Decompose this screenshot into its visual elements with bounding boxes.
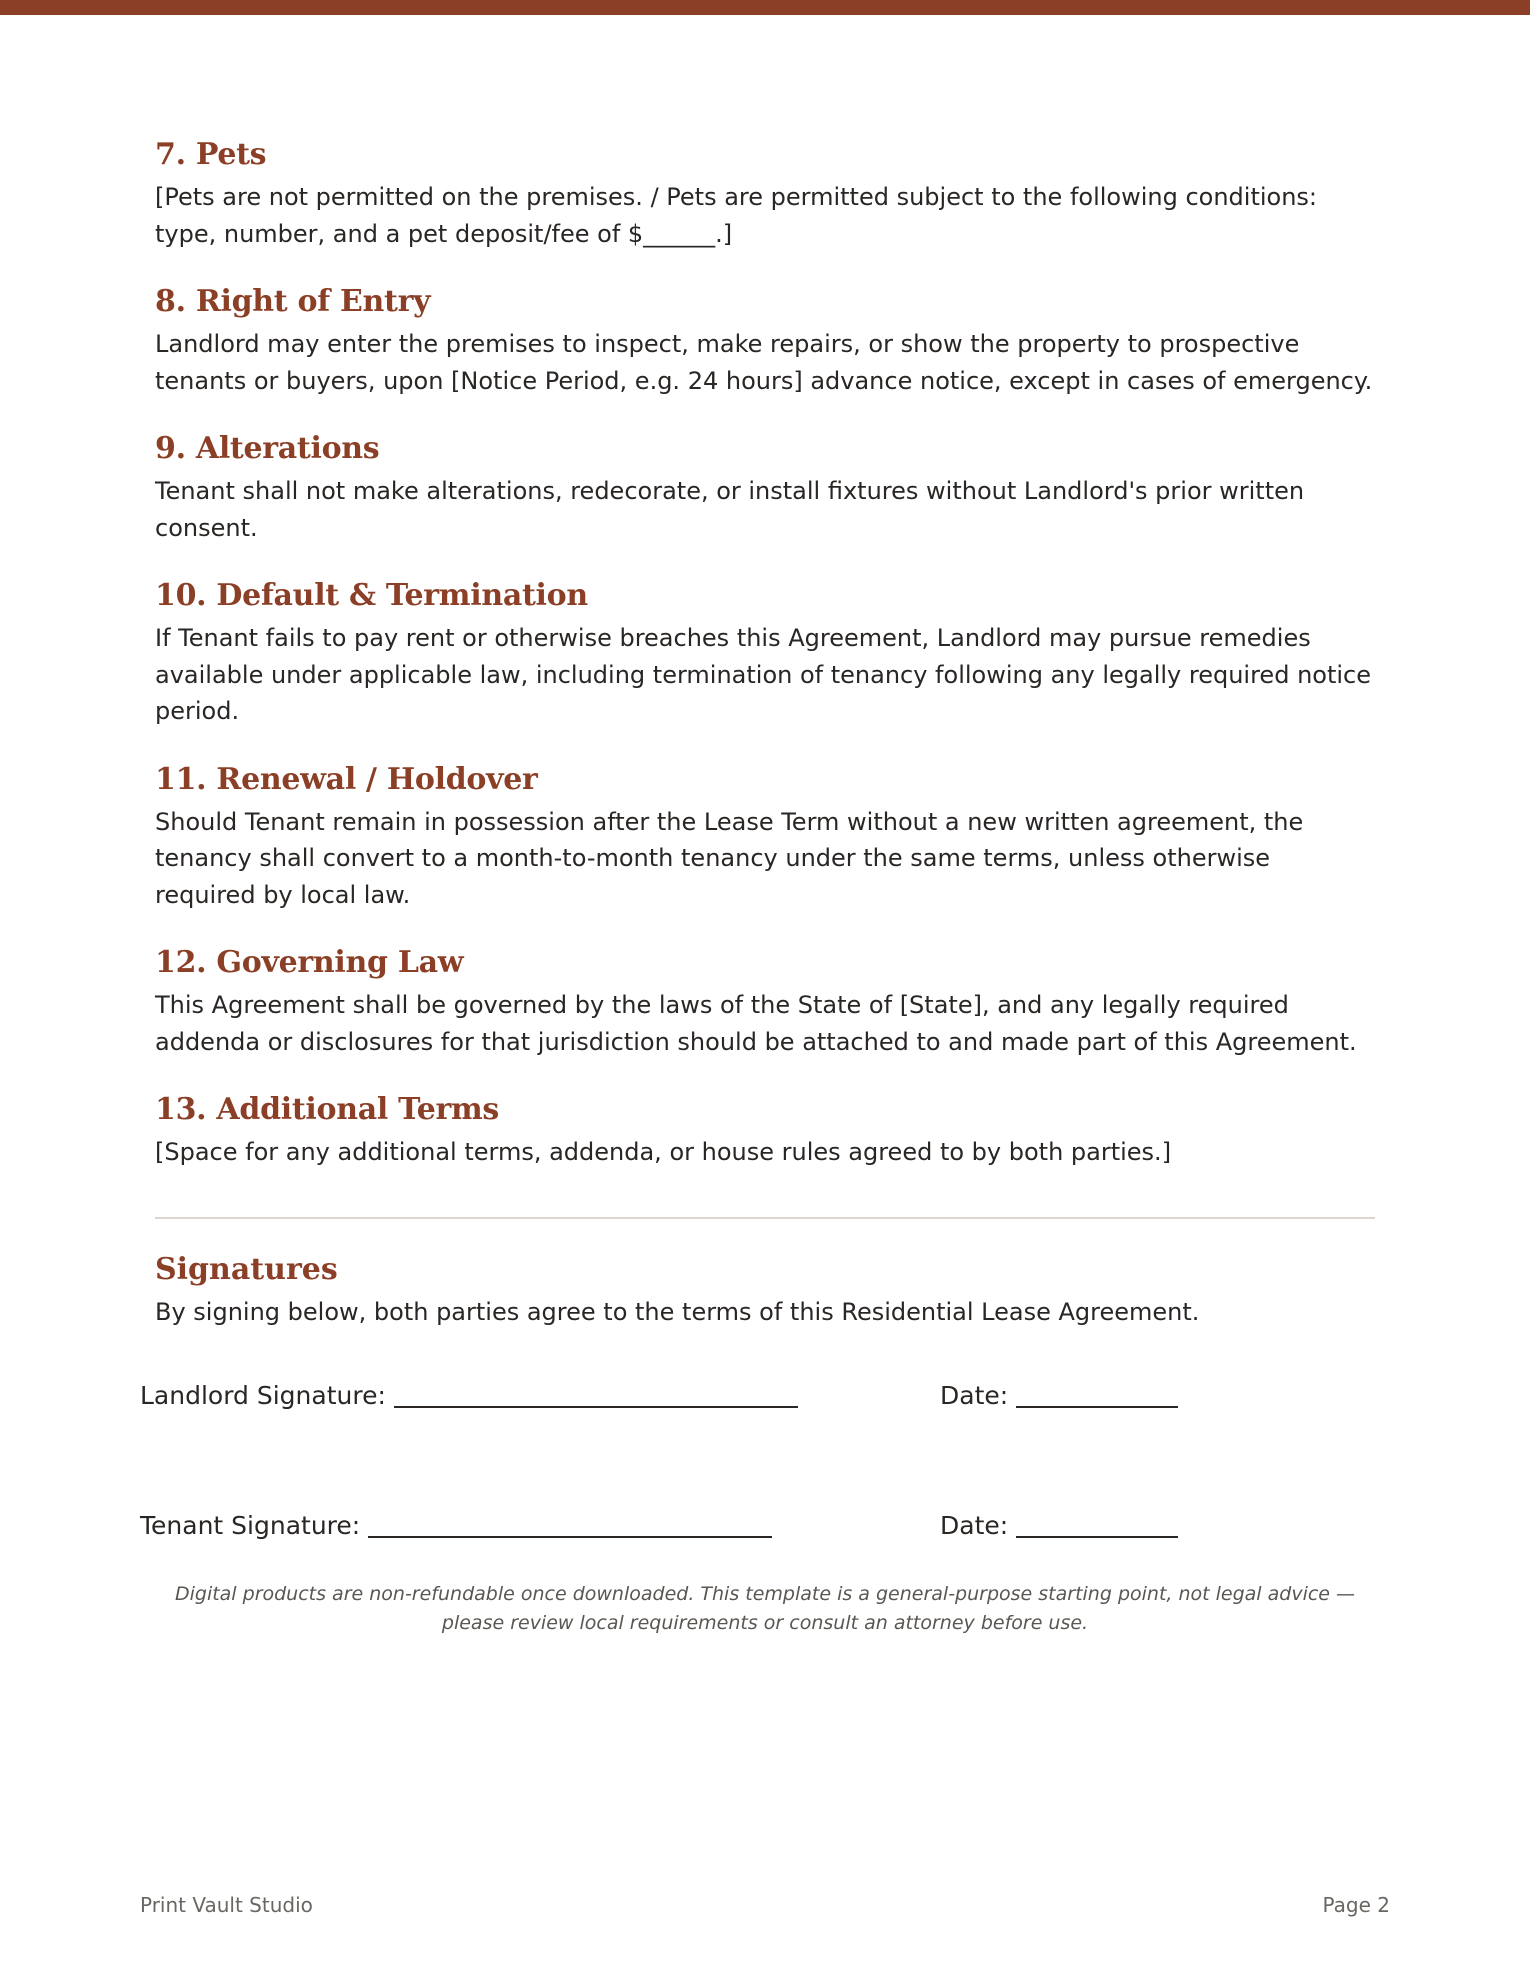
clause-body: If Tenant fails to pay rent or otherwise breaches this Agreement, Landlord may pursue remedies available under applicable law, including termination of tenancy following any legally required notice period. [155, 624, 1371, 725]
clause-heading: 8. Right of Entry [155, 284, 431, 319]
top-accent-bar [0, 0, 1530, 15]
clause-right-of-entry [155, 282, 1375, 399]
clause-body: Should Tenant remain in possession after the Lease Term without a new written agreement, the tenancy shall convert to a month-to-month tenancy under the same terms, unless otherwise required by local law. [155, 807, 1304, 909]
tenant-date-line[interactable] [1016, 1512, 1178, 1538]
tenant-signature-label: Tenant Signature: [140, 1511, 361, 1540]
clause-renewal-holdover [155, 760, 1375, 914]
tenant-date-field[interactable] [940, 1508, 1178, 1544]
clause-body: [Space for any additional terms, addenda, or house rules agreed to by both parties.] [155, 1138, 1172, 1166]
clause-heading: 7. Pets [155, 137, 267, 172]
clause-pets [155, 135, 1375, 252]
clause-alterations [155, 429, 1375, 546]
signatures-heading: Signatures [155, 1252, 338, 1287]
footer-page-number: Page 2 [1322, 1893, 1390, 1917]
clause-heading: 10. Default & Termination [155, 578, 588, 613]
clause-heading: 12. Governing Law [155, 945, 464, 980]
clause-body: Landlord may enter the premises to inspect, make repairs, or show the property to prospective tenants or buyers, upon [Notice Period, e.g. 24 hours] advance notice, except in cases of emergency. [155, 330, 1373, 395]
clause-heading: 13. Additional Terms [155, 1092, 500, 1127]
tenant-signature-line[interactable] [368, 1512, 772, 1538]
landlord-signature-line[interactable] [394, 1382, 798, 1408]
disclaimer-text: Digital products are non-refundable once downloaded. This template is a general-purpose starting point, not legal advice — please review local requirements or consult an attorney before use. [174, 1583, 1356, 1634]
tenant-date-label: Date: [940, 1511, 1009, 1540]
clause-body: [Pets are not permitted on the premises. / Pets are permitted subject to the following conditions: type, number, and a pet deposit/fee of $______.] [155, 183, 1318, 248]
clause-default-termination [155, 576, 1375, 730]
clause-heading: 11. Renewal / Holdover [155, 761, 538, 797]
signatures-section [155, 1250, 1375, 1330]
landlord-date-line[interactable] [1016, 1382, 1178, 1408]
lease-clauses [155, 135, 1375, 1201]
footer-brand: Print Vault Studio [140, 1893, 313, 1917]
clause-heading: 9. Alterations [155, 431, 380, 466]
tenant-signature-field[interactable] [140, 1508, 772, 1544]
clause-governing-law [155, 943, 1375, 1060]
landlord-date-field[interactable] [940, 1378, 1178, 1414]
signatures-intro: By signing below, both parties agree to the terms of this Residential Lease Agreement. [155, 1298, 1200, 1326]
section-divider [155, 1217, 1375, 1219]
landlord-date-label: Date: [940, 1381, 1009, 1410]
landlord-signature-field[interactable] [140, 1378, 798, 1414]
landlord-signature-label: Landlord Signature: [140, 1381, 386, 1410]
clause-additional-terms [155, 1090, 1375, 1171]
clause-body: This Agreement shall be governed by the laws of the State of [State], and any legally required addenda or disclosures for that jurisdiction should be attached to and made part of this Agreement. [155, 991, 1357, 1056]
clause-body: Tenant shall not make alterations, redecorate, or install fixtures without Landlord's prior written consent. [155, 477, 1305, 542]
